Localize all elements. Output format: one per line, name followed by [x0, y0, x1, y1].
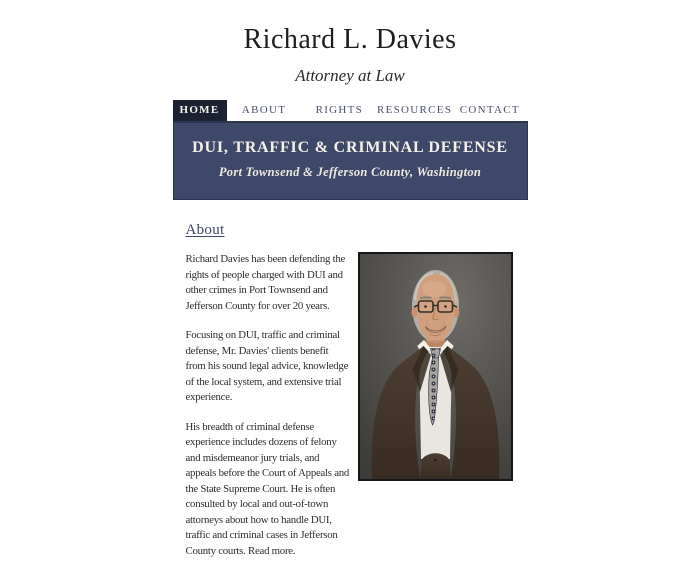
tie-knot [430, 349, 440, 359]
site-subtitle: Attorney at Law [295, 66, 405, 85]
nav-item-about[interactable]: ABOUT [241, 104, 287, 116]
site-title: Richard L. Davies [243, 24, 457, 55]
eyebrow-left [420, 297, 432, 298]
about-text [186, 252, 350, 573]
about-paragraph: Richard Davies has been defending the rights of people charged with DUI and other crimes in Port Townsend and Jefferson County for over 20 years. [185, 253, 346, 312]
nav-item-rights[interactable]: RIGHTS [315, 104, 364, 116]
nav-item-contact[interactable]: CONTACT [459, 104, 520, 116]
content-column [173, 100, 528, 573]
photo-column [358, 252, 513, 573]
about-paragraph: Focusing on DUI, traffic and criminal defense, Mr. Davies' clients benefit from his sound legal advice, knowledge of the local system, and extensive trial experience. [185, 329, 349, 403]
about-columns [186, 252, 513, 573]
chin-shadow [426, 340, 444, 346]
eye-left [424, 305, 427, 308]
site-header [0, 0, 700, 84]
hero-banner [173, 121, 528, 200]
main-nav [173, 100, 528, 121]
nav-item-home[interactable]: HOME [173, 100, 227, 121]
eyebrow-right [439, 297, 451, 298]
forehead-highlight [422, 281, 446, 297]
banner-subheading: Port Townsend & Jefferson County, Washington [218, 165, 482, 180]
suit-front [420, 453, 450, 479]
main-section [173, 200, 528, 573]
banner-heading: DUI, TRAFFIC & CRIMINAL DEFENSE [192, 139, 508, 156]
attorney-photo [358, 252, 513, 481]
suit-button [434, 459, 437, 462]
eye-right [444, 305, 447, 308]
nav-item-resources[interactable]: RESOURCES [376, 104, 453, 116]
about-heading-link[interactable]: About [185, 222, 225, 238]
about-paragraph: His breadth of criminal defense experience includes dozens of felony and misdemeanor jury trials, and appeals before the Court of Appeals and the State Supreme Court. He is often consulted by local and out-of-town attorneys about how to handle DUI, traffic and criminal cases in Jefferson County courts. Read more. [185, 420, 350, 557]
